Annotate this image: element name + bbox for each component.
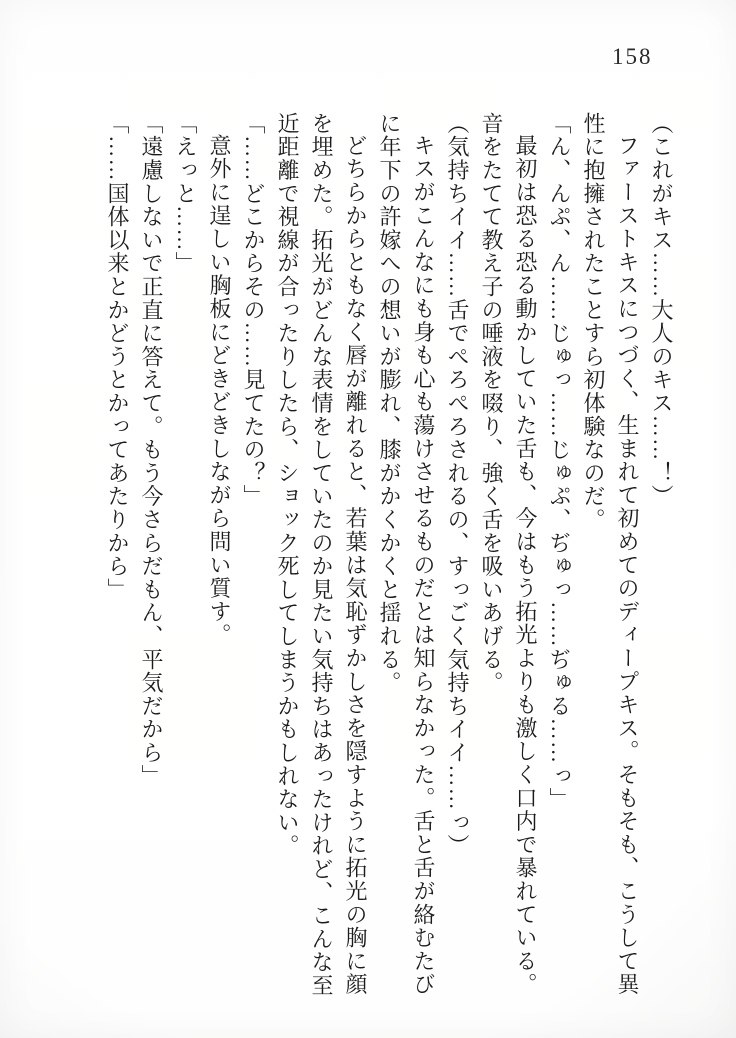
text-line: キスがこんなにも身も心も蕩けさせるものだとは知らなかった。舌と舌が絡むたび xyxy=(411,134,436,997)
text-line: （これがキス……大人のキス……！） xyxy=(649,112,674,509)
text-line: 「えっと……」 xyxy=(173,112,198,276)
text-line: 最初は恐る恐る動かしていた舌も、今はもう拓光よりも激しく口内で暴れている。 xyxy=(513,134,538,997)
text-line: どちらからともなく唇が離れると、若葉は気恥ずかしさを隠すように拓光の胸に顔 xyxy=(343,134,368,997)
text-line: 「……どこからその……見てたの？」 xyxy=(241,112,266,509)
text-line: に年下の許嫁への想いが膨れ、膝がかくかくと揺れる。 xyxy=(377,112,402,695)
text-line: 「遠慮しないで正直に答えて。もう今さらだもん、平気だから」 xyxy=(139,112,164,788)
text-line: 音をたてて教え子の唾液を啜り、強く舌を吸いあげる。 xyxy=(479,112,504,695)
text-line: 「……国体以来とかどうとかってあたりから」 xyxy=(105,112,130,602)
text-line: 「ん、んぷ、ん……じゅっ……じゅぷ、ぢゅっ……ぢゅる……っ」 xyxy=(547,112,572,811)
page-number: 158 xyxy=(612,44,653,69)
text-line: （気持ちイイ……舌でぺろぺろされるの、すっごく気持ちイイ……っ） xyxy=(445,112,470,858)
text-line: ファーストキスにつづく、生まれて初めてのディープキス。そもそも、こうして異 xyxy=(615,134,640,997)
text-block xyxy=(98,112,678,1008)
text-line: 性に抱擁されたことすら初体験なのだ。 xyxy=(581,112,606,532)
text-line: を埋めた。拓光がどんな表情をしていたのか見たい気持ちはあったけれど、こんな至 xyxy=(309,112,334,998)
text-line: 近距離で視線が合ったりしたら、ショック死してしまうかもしれない。 xyxy=(275,112,300,858)
text-line: 意外に逞しい胸板にどきどきしながら問い質す。 xyxy=(207,134,232,647)
